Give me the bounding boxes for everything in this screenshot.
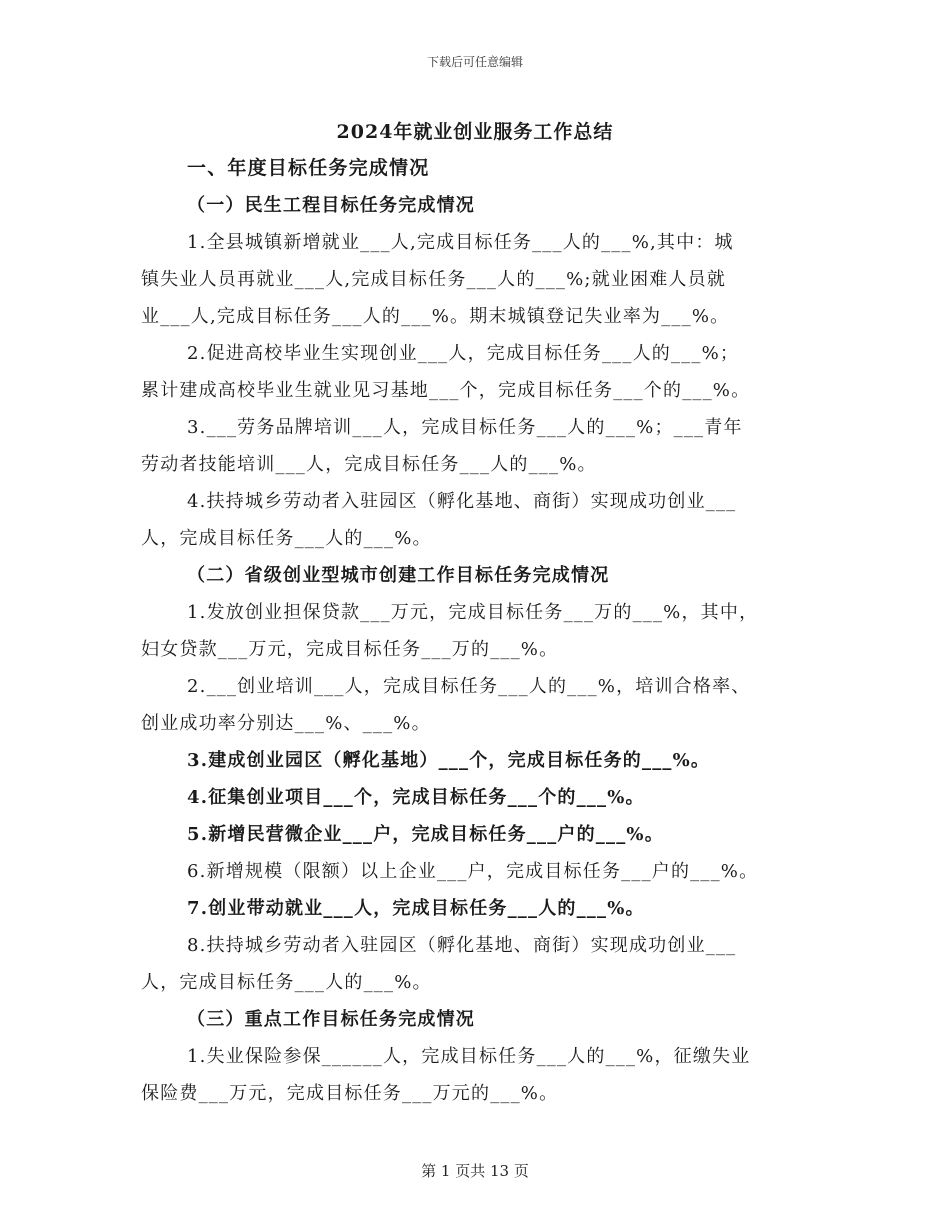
paragraph-line: 劳动者技能培训___人，完成目标任务___人的___%。 [141, 454, 597, 475]
paragraph-line: 2.___创业培训___人，完成目标任务___人的___%，培训合格率、 [187, 676, 751, 697]
page-footer: 第 1 页共 13 页 [421, 1162, 529, 1180]
paragraph-line: 业___人,完成目标任务___人的___%。期末城镇登记失业率为___%。 [141, 306, 730, 327]
paragraph-line: 3.建成创业园区（孵化基地）___个，完成目标任务的___%。 [187, 750, 711, 771]
paragraph-line: 创业成功率分别达___%、___%。 [141, 713, 431, 734]
subsection-heading: （一）民生工程目标任务完成情况 [187, 195, 475, 216]
subsection-heading: （二）省级创业型城市创建工作目标任务完成情况 [187, 565, 610, 586]
subsection-heading: （三）重点工作目标任务完成情况 [187, 1009, 475, 1030]
paragraph-line: 1.全县城镇新增就业___人,完成目标任务___人的___%,其中：城 [187, 232, 734, 253]
paragraph-line: 3.___劳务品牌培训___人，完成目标任务___人的___%；___青年 [187, 417, 743, 438]
document-title: 2024年就业创业服务工作总结 [336, 121, 614, 143]
section-heading: 一、年度目标任务完成情况 [187, 157, 430, 179]
paragraph-line: 人，完成目标任务___人的___%。 [141, 528, 432, 549]
paragraph-line: 人，完成目标任务___人的___%。 [141, 972, 432, 993]
paragraph-line: 1.失业保险参保______人，完成目标任务___人的___%，征缴失业 [187, 1046, 751, 1067]
header-note: 下载后可任意编辑 [426, 55, 523, 69]
paragraph-line: 2.促进高校毕业生实现创业___人，完成目标任务___人的___%； [187, 343, 740, 364]
document-body [141, 150, 809, 1112]
paragraph-line: 5.新增民营微企业___户，完成目标任务___户的___%。 [187, 824, 664, 845]
paragraph-line: 6.新增规模（限额）以上企业___户，完成目标任务___户的___%。 [187, 861, 759, 882]
paragraph-line: 8.扶持城乡劳动者入驻园区（孵化基地、商街）实现成功创业___ [187, 935, 737, 956]
paragraph-line: 1.发放创业担保贷款___万元，完成目标任务___万的___%，其中， [187, 602, 759, 623]
paragraph-line: 镇失业人员再就业___人,完成目标任务___人的___%;就业困难人员就 [141, 269, 727, 290]
paragraph-line: 4.扶持城乡劳动者入驻园区（孵化基地、商街）实现成功创业___ [187, 491, 737, 512]
paragraph-line: 累计建成高校毕业生就业见习基地___个，完成目标任务___个的___%。 [141, 380, 751, 401]
paragraph-line: 4.征集创业项目___个，完成目标任务___个的___%。 [187, 787, 645, 808]
paragraph-line: 保险费___万元，完成目标任务___万元的___%。 [141, 1083, 559, 1104]
paragraph-line: 7.创业带动就业___人，完成目标任务___人的___%。 [187, 898, 645, 919]
paragraph-line: 妇女贷款___万元，完成目标任务___万的___%。 [141, 639, 559, 660]
